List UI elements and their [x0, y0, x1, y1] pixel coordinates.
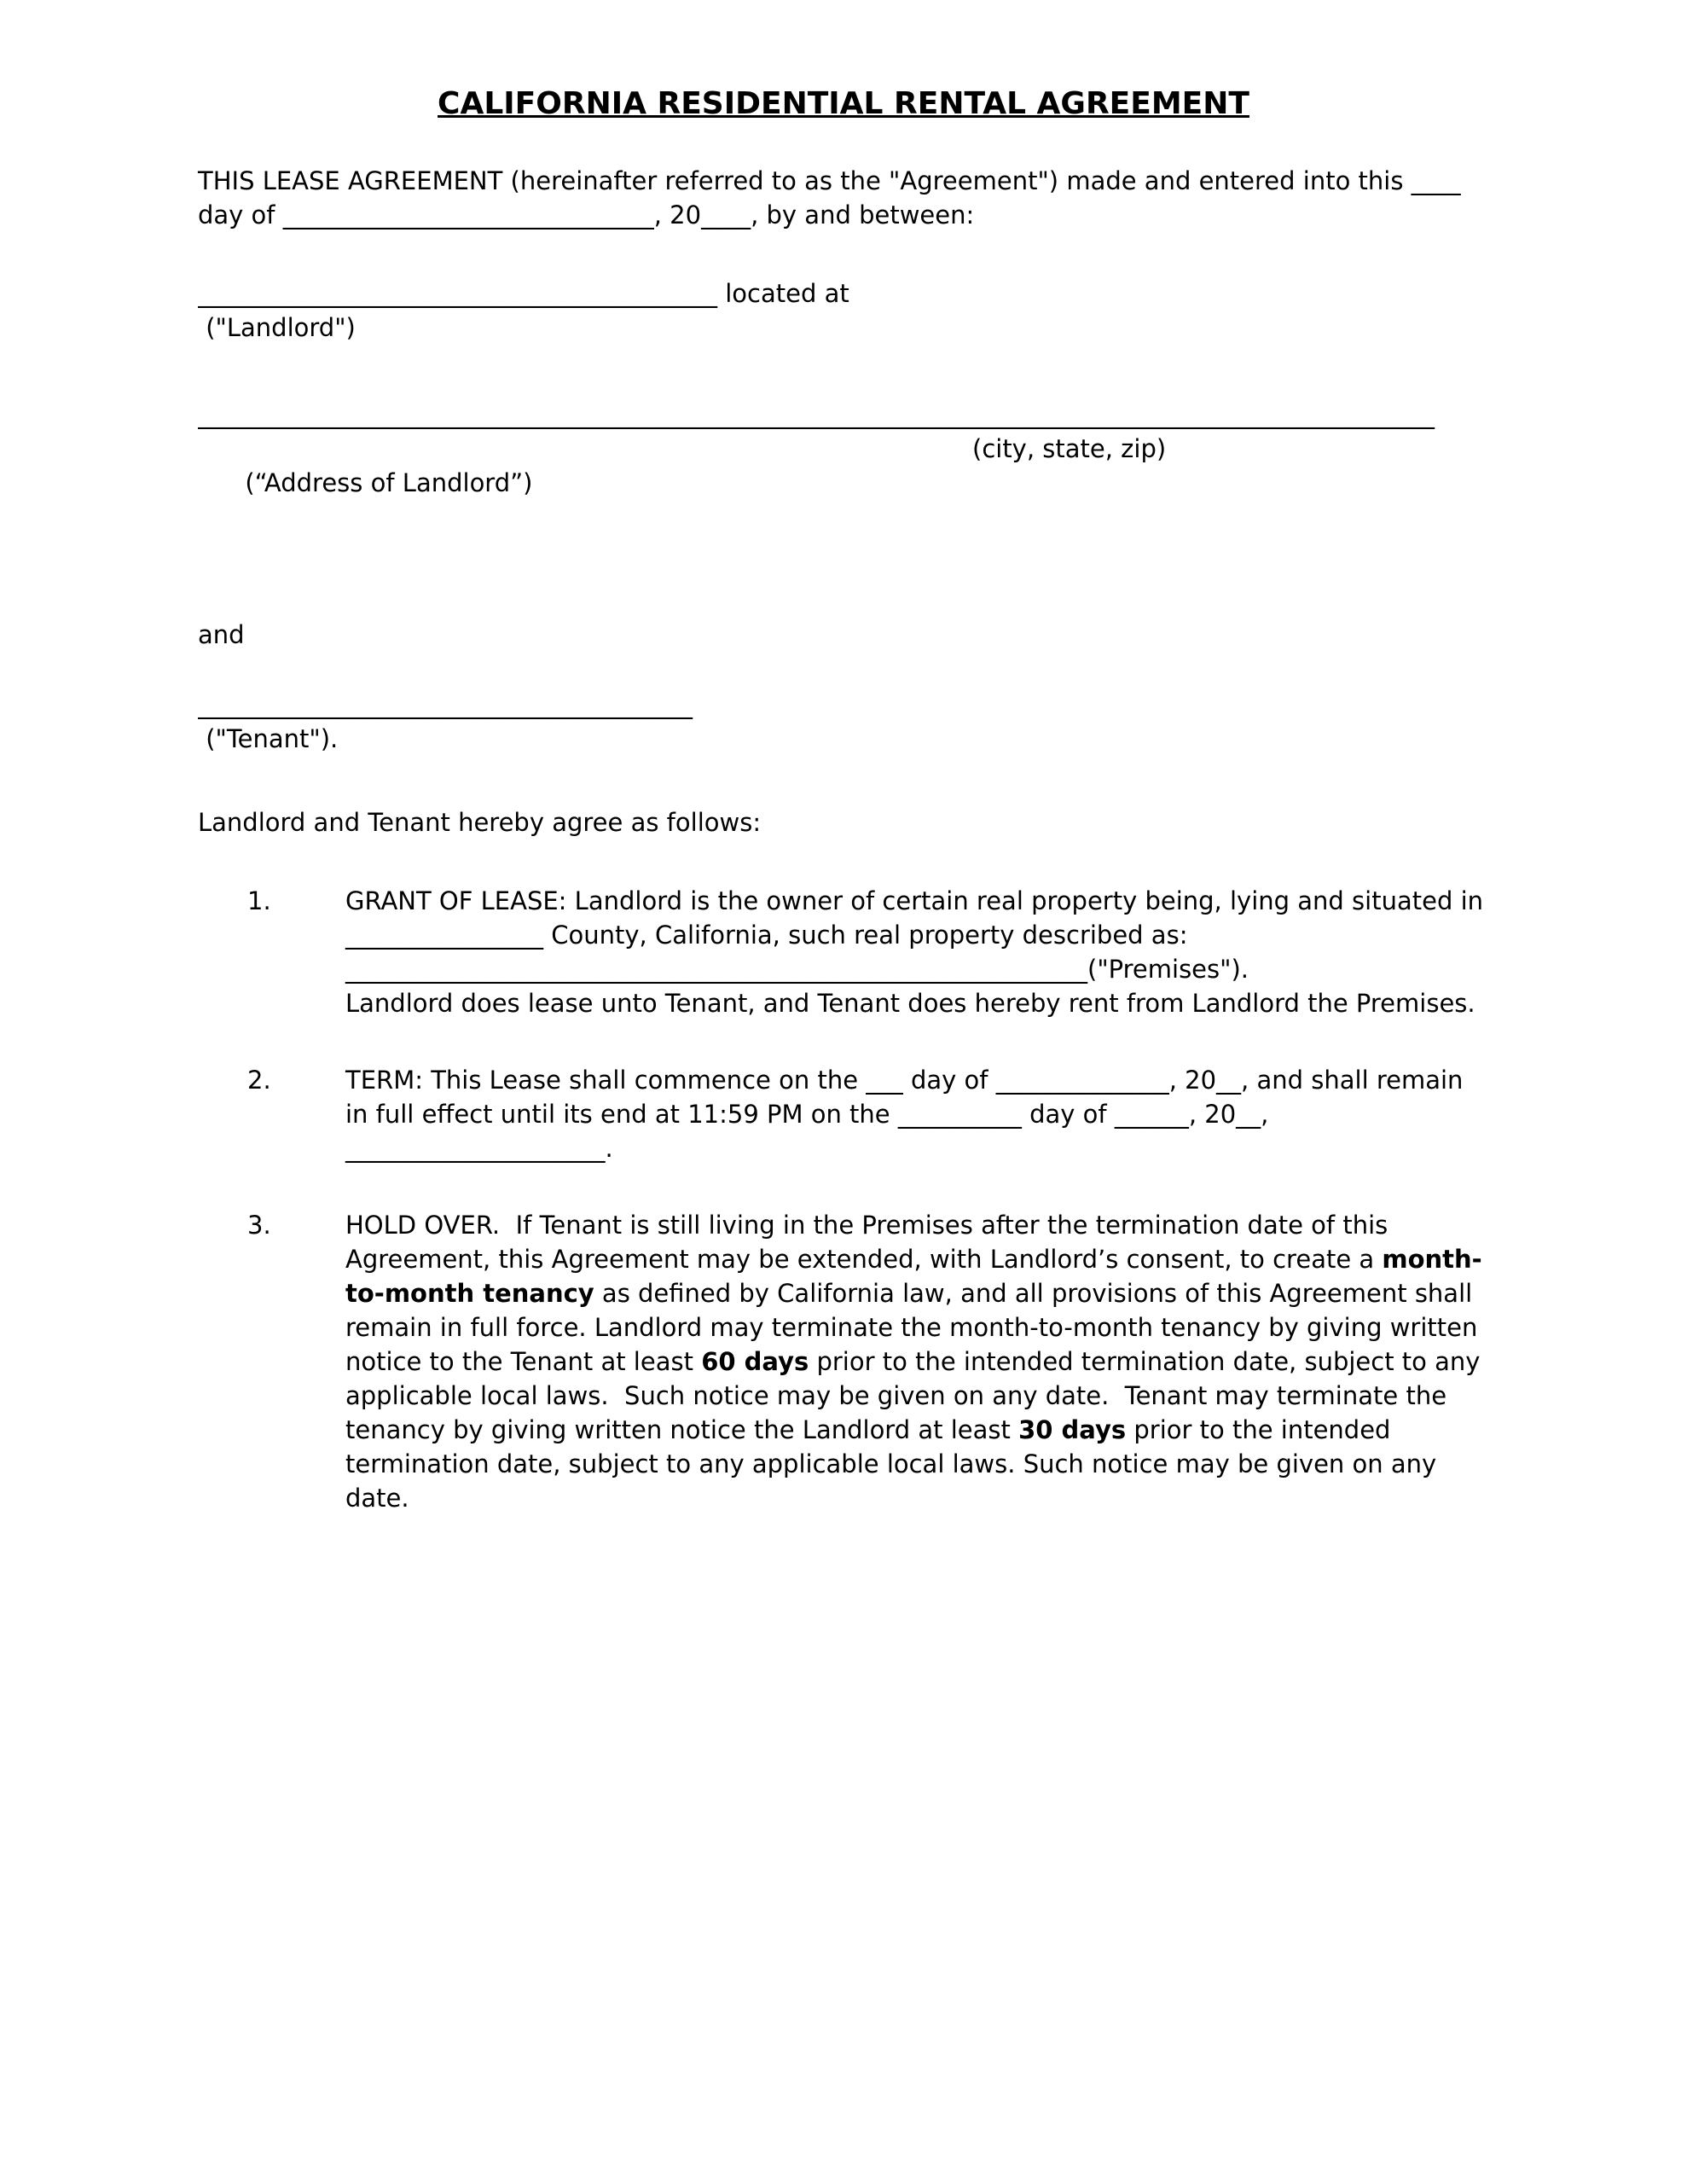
- tenant-section: [198, 688, 1489, 756]
- clause-text-segment: prior to the intended termination date, subject to any applicable local laws. Such notice may be given on any date. Tenant may terminate the tenancy by giving written notice the Landlord at least: [345, 1347, 1488, 1444]
- clause-text-line: Landlord does lease unto Tenant, and Tenant does hereby rent from Landlord the Premises.: [345, 989, 1475, 1018]
- clause-grant-of-lease: [198, 884, 1492, 1020]
- clause-bold-segment: month-to-month tenancy: [345, 1245, 1482, 1308]
- clause-term: [198, 1063, 1489, 1165]
- clause-rich-text: [345, 1208, 1489, 1515]
- address-of-landlord-label: (“Address of Landlord”): [245, 468, 533, 497]
- landlord-section: [198, 276, 1489, 345]
- clause-number: 2.: [247, 1066, 271, 1095]
- address-label-row: [198, 432, 1489, 568]
- intro-paragraph: THIS LEASE AGREEMENT (hereinafter referred to as the "Agreement") made and entered into this ____ day of ______________________________, 20____, by and between:: [198, 166, 1469, 229]
- clause-number: 3.: [247, 1211, 271, 1240]
- clause-text-segment: as defined by California law, and all provisions of this Agreement shall remain in full force. Landlord may terminate the month-to-month tenancy by giving written notice to the Tenant at least: [345, 1279, 1486, 1376]
- and-text: and: [198, 620, 245, 649]
- clause-body: [345, 1208, 1489, 1515]
- landlord-blank-line: __________________________________________ located at: [198, 279, 849, 308]
- clause-bold-segment: 30 days: [1018, 1415, 1127, 1444]
- agreement-intro-line: Landlord and Tenant hereby agree as follows:: [198, 808, 762, 837]
- clause-body: [345, 1063, 1489, 1165]
- clause-number: 1.: [247, 886, 271, 915]
- clause-hold-over: [198, 1208, 1489, 1515]
- tenant-blank-line: ________________________________________: [198, 690, 693, 719]
- premises-blank-line: ____________________________________________________________("Premises").: [345, 955, 1249, 984]
- landlord-label: ("Landlord"): [198, 313, 356, 342]
- landlord-address-section: [198, 398, 1489, 568]
- city-state-zip-label: (city, state, zip): [972, 434, 1167, 463]
- clause-bold-segment: 60 days: [701, 1347, 809, 1376]
- clause-text-segment: prior to the intended termination date, subject to any applicable local laws. Such notice may be given on any date.: [345, 1415, 1445, 1513]
- clause-text-segment: HOLD OVER. If Tenant is still living in the Premises after the termination date of this Agreement, this Agreement may be extended, with Landlord’s consent, to create a: [345, 1211, 1396, 1274]
- address-blank-line: ____________________________________________________________________________________________________: [198, 400, 1435, 429]
- clause-text-line: GRANT OF LEASE: Landlord is the owner of certain real property being, lying and situated in ________________ County, California, such real property described as:: [345, 886, 1492, 950]
- clause-text-line: TERM: This Lease shall commence on the ___ day of ______________, 20__, and shall remain in full effect until its end at 11:59 PM on the __________ day of ______, 20__, _____________________.: [345, 1066, 1471, 1163]
- page-title: CALIFORNIA RESIDENTIAL RENTAL AGREEMENT: [438, 86, 1249, 121]
- tenant-label: ("Tenant").: [198, 724, 339, 753]
- clause-body: [345, 884, 1492, 1020]
